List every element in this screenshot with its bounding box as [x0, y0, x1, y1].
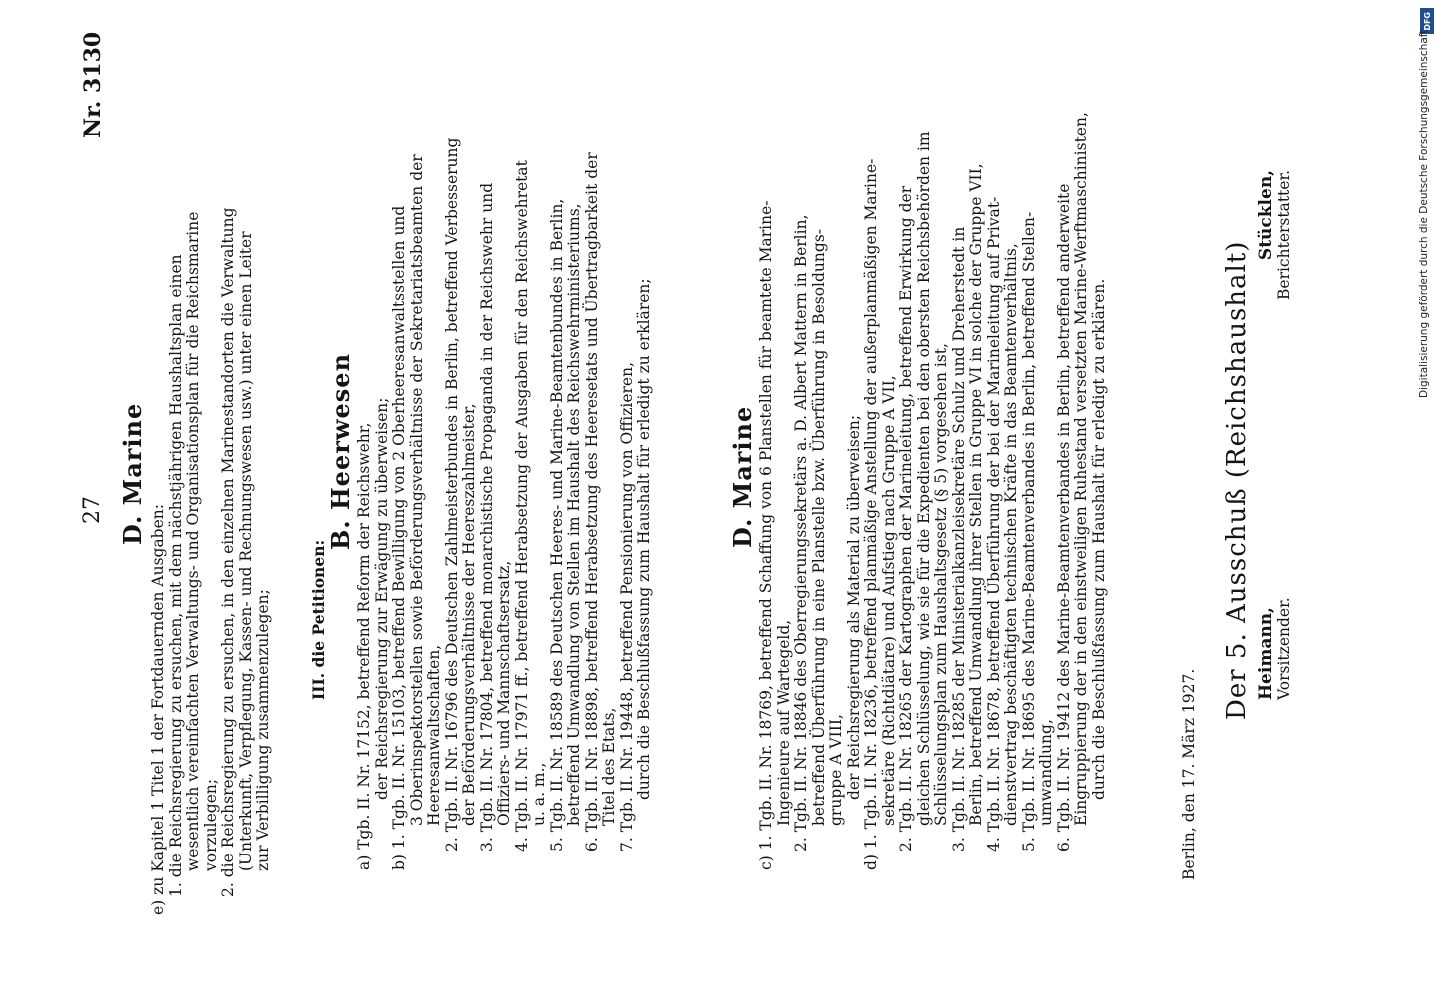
d1-line-2: sekretäre (Richtdiätare) und Aufstieg nach Gruppe A VII,	[879, 375, 898, 826]
d3-line-2: Berlin, betreffend Umwandlung ihrer Stellen in Gruppe VI in solche der Gruppe VII,	[967, 163, 985, 826]
marine-body	[758, 112, 1108, 870]
heerwesen-body	[356, 138, 654, 870]
d5-line-1: 5. Tgb. II. Nr. 18695 des Marine-Beamtenverbandes in Berlin, betreffend Stellen-	[1019, 211, 1038, 852]
petitionen-label: III. die Petitionen:	[309, 539, 328, 700]
c2-line-1: 2. Tgb. II. Nr. 18846 des Oberregierungssekretärs a. D. Albert Mattern in Berlin,	[792, 214, 810, 852]
b2-line-2: der Beförderungsverhältnisse der Heereszahlmeister,	[460, 403, 478, 826]
dfg-logo: DFG	[1420, 8, 1434, 34]
e-item-1-l1: 1. die Reichsregierung zu ersuchen, mit dem nächstjährigen Haushaltsplan einen	[166, 254, 185, 897]
page-number: 27	[80, 496, 105, 524]
d6-line-2: Eingruppierung der in den einstweiligen Ruhestand versetzten Marine-Werftmaschinisten,	[1072, 112, 1090, 826]
b4-line-1: 4. Tgb. II. Nr. 17971 ff., betreffend Herabsetzung der Ausgaben für den Reichswehretat	[512, 160, 531, 852]
digitization-credit	[1418, 8, 1434, 398]
heading-d-marine-1: D. Marine	[118, 402, 147, 545]
document-number: Nr. 3130	[80, 31, 106, 138]
b1-line-1: b) 1. Tgb. II. Nr. 15103, betreffend Bewilligung von 2 Oberheeresanwaltsstellen und	[390, 205, 408, 870]
b2-line-1: 2. Tgb. II. Nr. 16796 des Deutschen Zahlmeisterbundes in Berlin, betreffend Verbesserung	[442, 137, 461, 852]
e-item-2-l2: (Unterkunft, Verpflegung, Kassen- und Rechnungswesen usw.) unter einen Leiter	[236, 231, 255, 871]
heading-b-heerwesen: B. Heerwesen	[326, 352, 355, 550]
d-ref: durch die Beschlußfassung zum Haushalt für erledigt zu erklären.	[1089, 278, 1108, 800]
a-line-2: der Reichsregierung zur Erwägung zu überweisen;	[372, 397, 391, 800]
signature-rapporteur	[1258, 170, 1293, 300]
e-item-1-l2: wesentlich vereinfachten Verwaltungs- und Organisationsplan für die Reichsmarine	[184, 211, 202, 871]
chair-role: Vorsitzender.	[1274, 597, 1293, 700]
c1-line-2: Ingenieure auf Wartegeld,	[774, 619, 793, 826]
signing-date: Berlin, den 17. März 1927.	[1180, 668, 1198, 880]
b3-line-2: Offiziers- und Mannschaftsersatz,	[495, 560, 513, 826]
d2-line-2: gleichen Schlüsselung, wie sie für die Expedienten bei den obersten Reichsbehörden im	[914, 131, 933, 826]
signature-chair	[1258, 597, 1293, 700]
b7-line-1: 7. Tgb. II. Nr. 19448, betreffend Pensionierung von Offizieren,	[617, 362, 636, 852]
heading-d-marine-2: D. Marine	[728, 405, 757, 548]
d4-line-2: dienstvertrag beschäftigten technischen Kräfte in das Beamtenverhältnis,	[1002, 243, 1020, 826]
chair-name: Heimann,	[1256, 607, 1276, 700]
b5-line-1: 5. Tgb. II. Nr. 18589 des Deutschen Heeres- und Marine-Beamtenbundes in Berlin,	[547, 198, 566, 852]
b1-line-3: Heeresanwaltschaften,	[425, 644, 443, 826]
d5-line-2: umwandlung,	[1037, 719, 1055, 826]
c2-line-2: betreffend Überführung in eine Planstelle bzw. Überführung in Besoldungs-	[809, 228, 828, 826]
b4-line-2: u. a. m.,	[530, 762, 548, 826]
e-item-2-l3: zur Verbilligung zusammenzulegen;	[254, 589, 272, 871]
d4-line-1: 4. Tgb. II. Nr. 18678, betreffend Überführung der bei der Marineleitung auf Privat-	[984, 196, 1003, 852]
d2-line-3: Schlüsselungsplan zum Haushaltsgesetz (§ 5) vorgesehen ist,	[932, 343, 950, 826]
b3-line-1: 3. Tgb. II. Nr. 17804, betreffend monarchistische Propaganda in der Reichswehr und	[477, 182, 496, 852]
committee-name: Der 5. Ausschuß (Reichshaushalt)	[1222, 240, 1252, 720]
d3-line-1: 3. Tgb. II. Nr. 18285 der Ministerialkanzleisekretäre Schulz und Dreherstedt in	[949, 226, 968, 852]
c2-line-3: gruppe A VIII,	[827, 714, 845, 826]
rapporteur-name: Stücklen,	[1256, 169, 1276, 261]
e-item-1-l3: vorzulegen;	[201, 778, 220, 871]
b7-line-2: durch die Beschlußfassung zum Haushalt für erledigt zu erklären;	[635, 278, 653, 800]
b1-line-2: 3 Oberinspektorstellen sowie Beförderungsverhältnisse der Sekretariatsbeamten der	[407, 154, 426, 826]
c-ref: der Reichsregierung als Material zu überweisen;	[844, 414, 863, 800]
rapporteur-role: Berichterstatter.	[1274, 169, 1293, 300]
d2-line-1: 2. Tgb. II. Nr. 18265 der Kartographen der Marineleitung, betreffend Erwirkung der	[897, 185, 915, 852]
e-item-2-l1: 2. die Reichsregierung zu ersuchen, in den einzelnen Marinestandorten die Verwaltung	[219, 207, 237, 897]
a-line-1: a) Tgb. II. Nr. 17152, betreffend Reform der Reichswehr,	[355, 422, 373, 870]
c1-line-1: c) 1. Tgb. II. Nr. 18769, betreffend Schaffung von 6 Planstellen für beamtete Marine-	[757, 200, 775, 870]
section-e-ausgaben	[150, 207, 273, 915]
b6-line-2: Titel des Etats,	[600, 707, 618, 826]
d1-line-1: d) 1. Tgb. II. Nr. 18236, betreffend planmäßige Anstellung der außerplanmäßigen Marine-	[862, 158, 880, 870]
credit-text: Digitalisierung gefördert durch die Deutsche Forschungsgemeinschaft	[1418, 29, 1430, 398]
b6-line-1: 6. Tgb. II. Nr. 18898, betreffend Herabsetzung des Heeresetats und Übertragbarkeit der	[582, 152, 601, 852]
d6-line-1: 6. Tgb. II. Nr. 19412 des Marine-Beamtenverbandes in Berlin, betreffend anderweite	[1054, 183, 1073, 852]
b5-line-2: betreffend Umwandlung von Stellen im Haushalt des Reichswehrministeriums,	[565, 203, 583, 826]
e-intro: e) zu Kapitel 1 Titel 1 der Fortdauernden Ausgaben:	[149, 504, 167, 915]
